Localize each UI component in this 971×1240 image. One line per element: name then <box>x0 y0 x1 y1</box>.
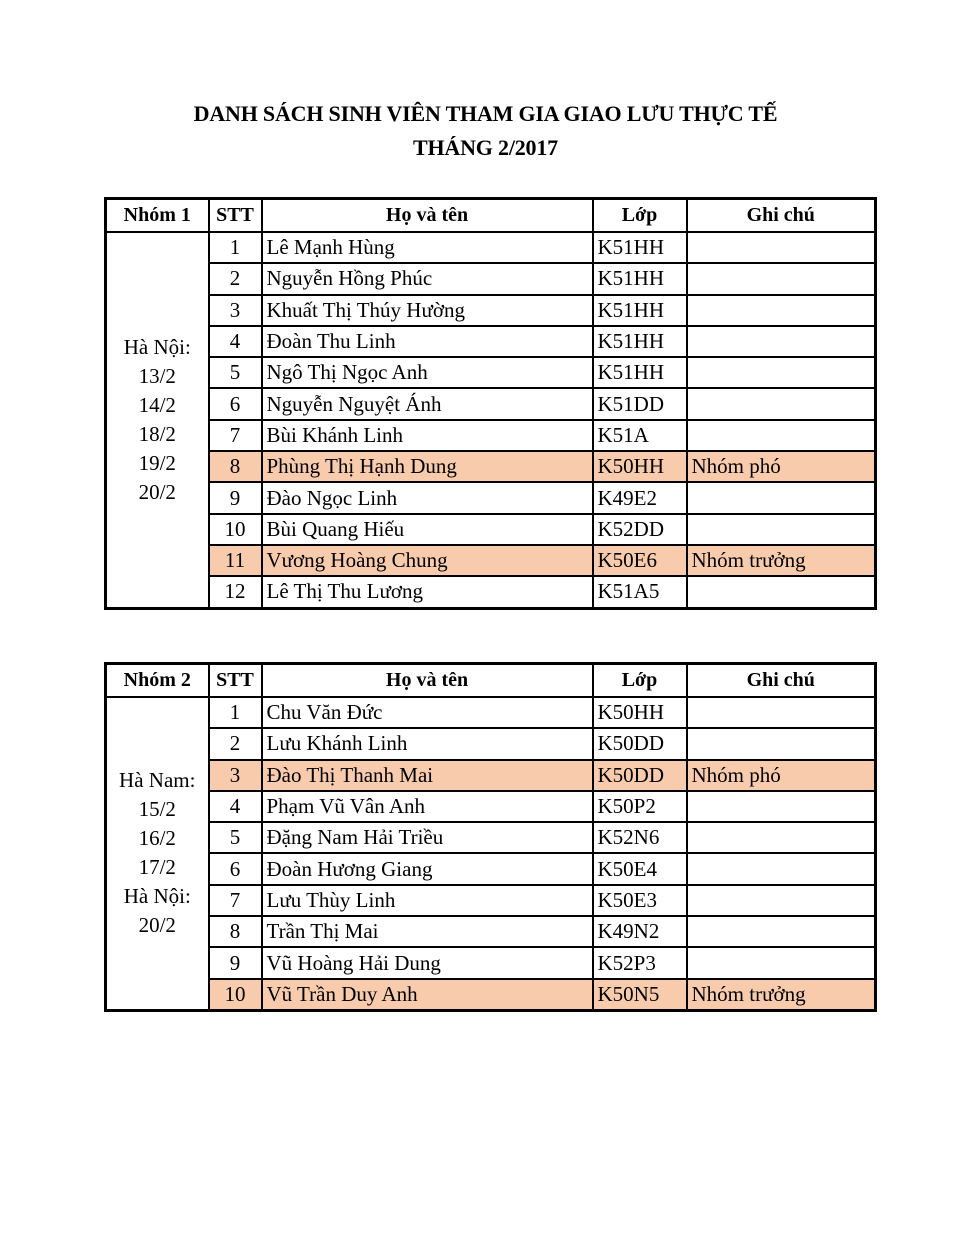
name-cell: Chu Văn Đức <box>262 697 593 728</box>
stt-cell: 8 <box>209 451 262 482</box>
stt-cell: 10 <box>209 514 262 545</box>
class-cell: K52DD <box>593 514 687 545</box>
table-row <box>106 791 876 822</box>
name-cell: Lưu Khánh Linh <box>262 728 593 759</box>
stt-cell: 2 <box>209 728 262 759</box>
name-cell: Lưu Thùy Linh <box>262 885 593 916</box>
schedule-line: 20/2 <box>138 913 176 938</box>
table-row <box>106 420 876 451</box>
note-cell <box>687 326 876 357</box>
table-row <box>106 979 876 1011</box>
name-cell: Trần Thị Mai <box>262 916 593 947</box>
table-row <box>106 728 876 759</box>
note-cell <box>687 822 876 853</box>
header-note: Ghi chú <box>687 664 876 698</box>
schedule-line: 18/2 <box>138 421 176 446</box>
table-row <box>106 388 876 419</box>
class-cell: K49E2 <box>593 482 687 513</box>
name-cell: Đào Ngọc Linh <box>262 482 593 513</box>
note-cell: Nhóm trưởng <box>687 545 876 576</box>
note-cell <box>687 482 876 513</box>
class-cell: K50P2 <box>593 791 687 822</box>
table-row <box>106 357 876 388</box>
note-cell <box>687 388 876 419</box>
class-cell: K50DD <box>593 728 687 759</box>
note-cell: Nhóm phó <box>687 760 876 791</box>
name-cell: Đào Thị Thanh Mai <box>262 760 593 791</box>
note-cell <box>687 916 876 947</box>
note-cell <box>687 420 876 451</box>
group-schedule-cell <box>106 232 209 608</box>
table-row <box>106 514 876 545</box>
table-row <box>106 451 876 482</box>
stt-cell: 3 <box>209 295 262 326</box>
schedule-line: 16/2 <box>138 826 176 851</box>
class-cell: K51HH <box>593 263 687 294</box>
class-cell: K52P3 <box>593 947 687 978</box>
class-cell: K52N6 <box>593 822 687 853</box>
note-cell: Nhóm phó <box>687 451 876 482</box>
name-cell: Đặng Nam Hải Triều <box>262 822 593 853</box>
note-cell <box>687 728 876 759</box>
class-cell: K51HH <box>593 357 687 388</box>
note-cell <box>687 357 876 388</box>
header-note: Ghi chú <box>687 199 876 233</box>
document-title: DANH SÁCH SINH VIÊN THAM GIA GIAO LƯU THỰC TẾ <box>193 101 778 126</box>
schedule-line: 20/2 <box>138 479 176 504</box>
schedule-line: 15/2 <box>138 797 176 822</box>
stt-cell: 1 <box>209 697 262 728</box>
name-cell: Vũ Trần Duy Anh <box>262 979 593 1011</box>
table-header-row <box>106 664 876 698</box>
header-name: Họ và tên <box>262 199 593 233</box>
table-row <box>106 576 876 608</box>
stt-cell: 1 <box>209 232 262 263</box>
class-cell: K51HH <box>593 295 687 326</box>
name-cell: Vương Hoàng Chung <box>262 545 593 576</box>
name-cell: Ngô Thị Ngọc Anh <box>262 357 593 388</box>
class-cell: K50E4 <box>593 853 687 884</box>
name-cell: Vũ Hoàng Hải Dung <box>262 947 593 978</box>
class-cell: K51HH <box>593 232 687 263</box>
name-cell: Đoàn Hương Giang <box>262 853 593 884</box>
note-cell <box>687 232 876 263</box>
stt-cell: 7 <box>209 420 262 451</box>
table-row <box>106 697 876 728</box>
class-cell: K50HH <box>593 451 687 482</box>
table-row <box>106 853 876 884</box>
header-group: Nhóm 1 <box>106 199 209 233</box>
table-header-row <box>106 199 876 233</box>
stt-cell: 6 <box>209 853 262 884</box>
header-stt: STT <box>209 199 262 233</box>
class-cell: K50E6 <box>593 545 687 576</box>
class-cell: K50HH <box>593 697 687 728</box>
class-cell: K51DD <box>593 388 687 419</box>
note-cell <box>687 791 876 822</box>
schedule-line: Hà Nội: <box>123 884 191 909</box>
class-cell: K50N5 <box>593 979 687 1011</box>
note-cell <box>687 853 876 884</box>
table-row <box>106 916 876 947</box>
stt-cell: 12 <box>209 576 262 608</box>
table-row <box>106 295 876 326</box>
note-cell <box>687 697 876 728</box>
name-cell: Lê Mạnh Hùng <box>262 232 593 263</box>
table-row <box>106 822 876 853</box>
name-cell: Khuất Thị Thúy Hường <box>262 295 593 326</box>
note-cell <box>687 947 876 978</box>
name-cell: Phùng Thị Hạnh Dung <box>262 451 593 482</box>
schedule-line: Hà Nội: <box>123 334 191 359</box>
table-row <box>106 326 876 357</box>
table-row <box>106 947 876 978</box>
schedule-line: 17/2 <box>138 855 176 880</box>
header-class: Lớp <box>593 199 687 233</box>
schedule-line: 19/2 <box>138 450 176 475</box>
header-name: Họ và tên <box>262 664 593 698</box>
name-cell: Nguyễn Nguyệt Ánh <box>262 388 593 419</box>
note-cell <box>687 263 876 294</box>
header-stt: STT <box>209 664 262 698</box>
stt-cell: 9 <box>209 482 262 513</box>
header-class: Lớp <box>593 664 687 698</box>
note-cell <box>687 885 876 916</box>
stt-cell: 6 <box>209 388 262 419</box>
name-cell: Đoàn Thu Linh <box>262 326 593 357</box>
class-cell: K51A <box>593 420 687 451</box>
class-cell: K49N2 <box>593 916 687 947</box>
table-row <box>106 545 876 576</box>
class-cell: K50DD <box>593 760 687 791</box>
stt-cell: 8 <box>209 916 262 947</box>
class-cell: K51A5 <box>593 576 687 608</box>
name-cell: Lê Thị Thu Lương <box>262 576 593 608</box>
note-cell <box>687 514 876 545</box>
document-subtitle: THÁNG 2/2017 <box>413 135 558 160</box>
schedule-line: 14/2 <box>138 392 176 417</box>
note-cell <box>687 576 876 608</box>
group-2-table <box>104 662 877 1012</box>
stt-cell: 10 <box>209 979 262 1011</box>
stt-cell: 4 <box>209 791 262 822</box>
name-cell: Bùi Khánh Linh <box>262 420 593 451</box>
table-row <box>106 232 876 263</box>
table-row <box>106 482 876 513</box>
header-group: Nhóm 2 <box>106 664 209 698</box>
stt-cell: 5 <box>209 357 262 388</box>
table-row <box>106 760 876 791</box>
schedule-line: Hà Nam: <box>119 768 196 793</box>
stt-cell: 9 <box>209 947 262 978</box>
class-cell: K51HH <box>593 326 687 357</box>
schedule-line: 13/2 <box>138 363 176 388</box>
name-cell: Nguyễn Hồng Phúc <box>262 263 593 294</box>
table-row <box>106 263 876 294</box>
note-cell <box>687 295 876 326</box>
stt-cell: 7 <box>209 885 262 916</box>
stt-cell: 2 <box>209 263 262 294</box>
stt-cell: 5 <box>209 822 262 853</box>
stt-cell: 11 <box>209 545 262 576</box>
name-cell: Bùi Quang Hiếu <box>262 514 593 545</box>
name-cell: Phạm Vũ Vân Anh <box>262 791 593 822</box>
class-cell: K50E3 <box>593 885 687 916</box>
group-schedule-cell <box>106 697 209 1010</box>
note-cell: Nhóm trưởng <box>687 979 876 1011</box>
stt-cell: 3 <box>209 760 262 791</box>
stt-cell: 4 <box>209 326 262 357</box>
group-1-table <box>104 197 877 610</box>
table-row <box>106 885 876 916</box>
